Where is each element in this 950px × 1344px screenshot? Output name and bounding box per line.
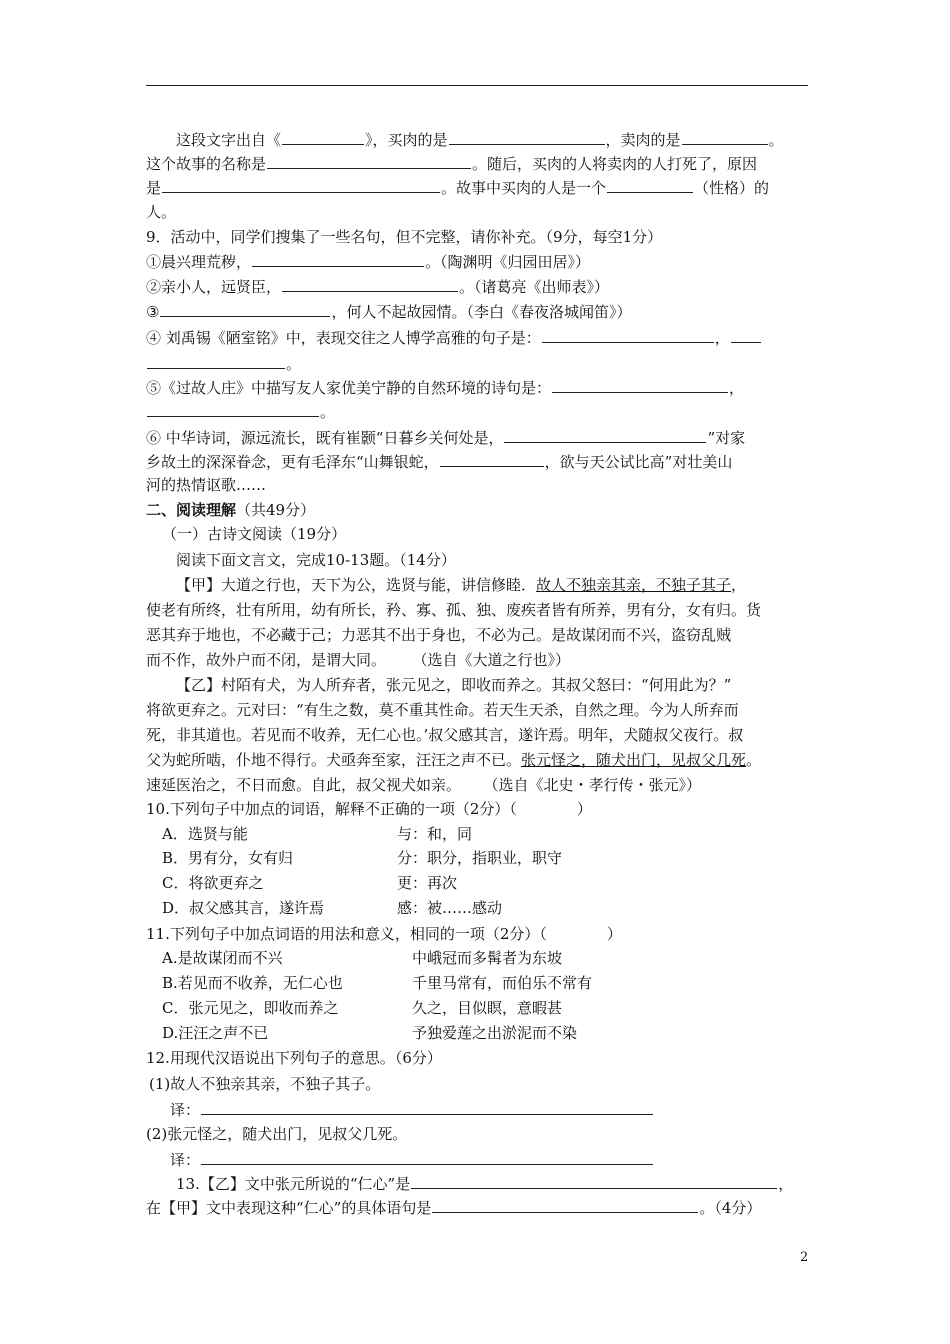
q9-item-3 — [146, 302, 631, 321]
text: 。 — [746, 751, 762, 769]
q12-sentence-2: (2)张元怪之，随犬出门，见叔父几死。 — [146, 1125, 408, 1143]
answer-blank[interactable] — [411, 1174, 777, 1189]
answer-blank[interactable] — [542, 328, 714, 343]
q9-item-5-cont — [146, 402, 335, 421]
text: ， — [731, 576, 747, 594]
q12-title: 12.用现代汉语说出下列句子的意思。（6分） — [146, 1049, 442, 1067]
option-text: D．叔父感其言，遂许焉 — [162, 899, 325, 917]
answer-blank[interactable] — [201, 1150, 653, 1165]
text: 这段文字出自《 — [176, 131, 282, 149]
text: ⑥ 中华诗词，源远流长，既有崔颢“日暮乡关何处是， — [146, 429, 504, 447]
text: 而不作，故外户而不闭，是谓大同。 — [146, 651, 387, 669]
answer-blank[interactable] — [160, 302, 330, 317]
text: 在【甲】文中表现这种“仁心”的具体语句是 — [146, 1199, 432, 1217]
option-text: D.汪汪之声不已 — [162, 1024, 269, 1042]
section-title: 二、阅读理解 — [146, 501, 237, 519]
answer-blank[interactable] — [731, 328, 761, 343]
answer-blank[interactable] — [682, 130, 768, 145]
q10-option-a[interactable] — [162, 825, 248, 843]
q9-item-4-cont — [146, 354, 301, 373]
yi-line-1: 【乙】村陌有犬，为人所弃者，张元见之，即收而养之。其叔父怒曰：“何用此为？” — [176, 676, 732, 694]
q11-option-a[interactable] — [162, 949, 283, 967]
text: 这个故事的名称是 — [146, 155, 267, 173]
header-rule — [146, 85, 808, 86]
option-explanation: 分：职分，指职业，职守 — [397, 849, 563, 867]
q9-item-1 — [146, 252, 590, 271]
text: 【甲】大道之行也，天下为公，选贤与能，讲信修睦． — [176, 576, 537, 594]
subsection-title: （一）古诗文阅读（19分） — [162, 525, 347, 543]
q12-translation-2 — [170, 1150, 654, 1169]
jia-line-2: 使老有所终，壮有所用，幼有所长，矜、寡、孤、独、废疾者皆有所养，男有分，女有归。货 — [146, 601, 762, 619]
q11-title: 11.下列句子中加点词语的用法和意义，相同的一项（2分）（ ） — [146, 925, 622, 943]
q12-sentence-1: (1)故人不独亲其亲，不独子其子。 — [149, 1075, 381, 1093]
text: 。 — [286, 355, 302, 373]
q9-item-6 — [146, 428, 745, 447]
option-text: B.若见而不收养，无仁心也 — [162, 974, 343, 992]
option-explanation: 与：和，同 — [397, 825, 473, 843]
text: 。故事中买肉的人是一个 — [441, 179, 607, 197]
yi-line-5 — [146, 776, 701, 794]
option-explanation: 感：被……感动 — [397, 899, 503, 917]
text: ， — [729, 379, 745, 397]
option-pair: 久之，目似瞑，意暇甚 — [412, 999, 563, 1017]
q12-translation-1 — [170, 1100, 654, 1119]
page-number: 2 — [800, 1250, 809, 1265]
text: ②亲小人，远贤臣， — [146, 278, 282, 296]
option-pair: 予独爱莲之出淤泥而不染 — [412, 1024, 578, 1042]
answer-blank[interactable] — [201, 1100, 653, 1115]
q10-option-d[interactable] — [162, 899, 324, 917]
q9-item-6-line-2 — [146, 452, 732, 471]
text: ④ 刘禹锡《陋室铭》中，表现交往之人博学高雅的句子是： — [146, 329, 541, 347]
q10-option-b[interactable] — [162, 849, 293, 867]
option-explanation: 更：再次 — [397, 874, 458, 892]
source-citation: （选自《大道之行也》） — [420, 651, 571, 669]
option-pair: 千里马常有，而伯乐不常有 — [412, 974, 593, 992]
text: ③ — [146, 303, 160, 321]
p8-line-3 — [146, 178, 769, 197]
text: 》，买肉的是 — [365, 131, 448, 149]
answer-blank[interactable] — [449, 130, 605, 145]
q11-option-b[interactable] — [162, 974, 343, 992]
answer-blank[interactable] — [147, 402, 319, 417]
q10-title: 10.下列句子中加点的词语，解释不正确的一项（2分）（ ） — [146, 800, 592, 818]
answer-blank[interactable] — [432, 1198, 698, 1213]
text: 父为蛇所啮，仆地不得行。犬亟奔至家，汪汪之声不已。 — [146, 751, 522, 769]
option-pair: 中峨冠而多髯者为东坡 — [412, 949, 563, 967]
option-text: C．张元见之，即收而养之 — [162, 999, 339, 1017]
q9-item-4 — [146, 328, 762, 347]
yi-line-3: 死，非其道也。若见而不收养，无仁心也。’叔父感其言，遂许焉。明年，犬随叔父夜行。叔 — [146, 726, 744, 744]
text: ，何人不起故园情。（李白《春夜洛城闻笛》） — [331, 303, 632, 321]
translate-label: 译： — [170, 1101, 201, 1119]
q13-line-1 — [176, 1174, 793, 1193]
q11-option-c[interactable] — [162, 999, 338, 1017]
text: 乡故土的深深眷念，更有毛泽东“山舞银蛇， — [146, 453, 439, 471]
option-text: C．将欲更弃之 — [162, 874, 264, 892]
text: 13.【乙】文中张元所说的“仁心”是 — [176, 1175, 411, 1193]
text: ①晨兴理荒秽， — [146, 253, 252, 271]
answer-blank[interactable] — [252, 252, 424, 267]
answer-blank[interactable] — [440, 452, 544, 467]
option-text: A.是故谋闭而不兴 — [162, 949, 283, 967]
answer-blank[interactable] — [282, 277, 458, 292]
reading-instruction: 阅读下面文言文，完成10-13题。（14分） — [176, 551, 456, 569]
option-text: A．选贤与能 — [162, 825, 248, 843]
yi-line-4 — [146, 751, 761, 769]
q13-line-2 — [146, 1198, 761, 1217]
q10-option-c[interactable] — [162, 874, 263, 892]
text: （性格）的 — [694, 179, 770, 197]
source-citation: （选自《北史・孝行传・张元》） — [491, 776, 702, 794]
text: ， — [714, 329, 730, 347]
text: ”对家 — [707, 429, 746, 447]
text: 。随后，买肉的人将卖肉的人打死了，原因 — [472, 155, 758, 173]
q9-item-6-line-3: 河的热情讴歌…… — [146, 476, 267, 494]
p8-line-2 — [146, 154, 757, 173]
answer-blank[interactable] — [552, 378, 728, 393]
q9-item-5 — [146, 378, 744, 397]
answer-blank[interactable] — [607, 178, 693, 193]
option-text: B．男有分，女有归 — [162, 849, 294, 867]
text: ，欲与天公试比高”对壮美山 — [544, 453, 733, 471]
answer-blank[interactable] — [267, 154, 471, 169]
q11-option-d[interactable] — [162, 1024, 268, 1042]
underlined-sentence: 张元怪之，随犬出门，见叔父几死 — [521, 751, 747, 769]
text: ，卖肉的是 — [605, 131, 681, 149]
translate-label: 译： — [170, 1151, 201, 1169]
text: 。 — [768, 131, 784, 149]
text: 速延医治之，不日而愈。自此，叔父视犬如亲。 — [146, 776, 462, 794]
answer-blank[interactable] — [504, 428, 706, 443]
jia-line-3: 恶其弃于地也，不必藏于己；力恶其不出于身也，不必为己。是故谋闭而不兴，盗窃乱贼 — [146, 626, 732, 644]
answer-blank[interactable] — [147, 354, 285, 369]
underlined-sentence: 故人不独亲其亲，不独子其子 — [536, 576, 732, 594]
jia-line-4 — [146, 651, 570, 669]
text: ， — [778, 1175, 794, 1193]
section2-heading — [146, 501, 315, 519]
text: 是 — [146, 179, 162, 197]
q9-item-2 — [146, 277, 609, 296]
p8-line-1 — [176, 130, 784, 149]
text: 。（陶渊明《归园田居》） — [425, 253, 591, 271]
q9-title: 9．活动中，同学们搜集了一些名句，但不完整，请你补充。（9分，每空1分） — [146, 228, 663, 246]
text: 。 — [320, 403, 336, 421]
text: 。（诸葛亮《出师表》） — [459, 278, 610, 296]
yi-line-2: 将欲更弃之。元对曰：“有生之数，莫不重其性命。若天生天杀，自然之理。今为人所弃而 — [146, 701, 739, 719]
answer-blank[interactable] — [282, 130, 364, 145]
answer-blank[interactable] — [162, 178, 440, 193]
section-score: （共49分） — [236, 501, 316, 519]
text: 。（4分） — [699, 1199, 762, 1217]
p8-line-4: 人。 — [146, 203, 177, 221]
jia-line-1 — [176, 576, 746, 594]
text: ⑤《过故人庄》中描写友人家优美宁静的自然环境的诗句是： — [146, 379, 552, 397]
